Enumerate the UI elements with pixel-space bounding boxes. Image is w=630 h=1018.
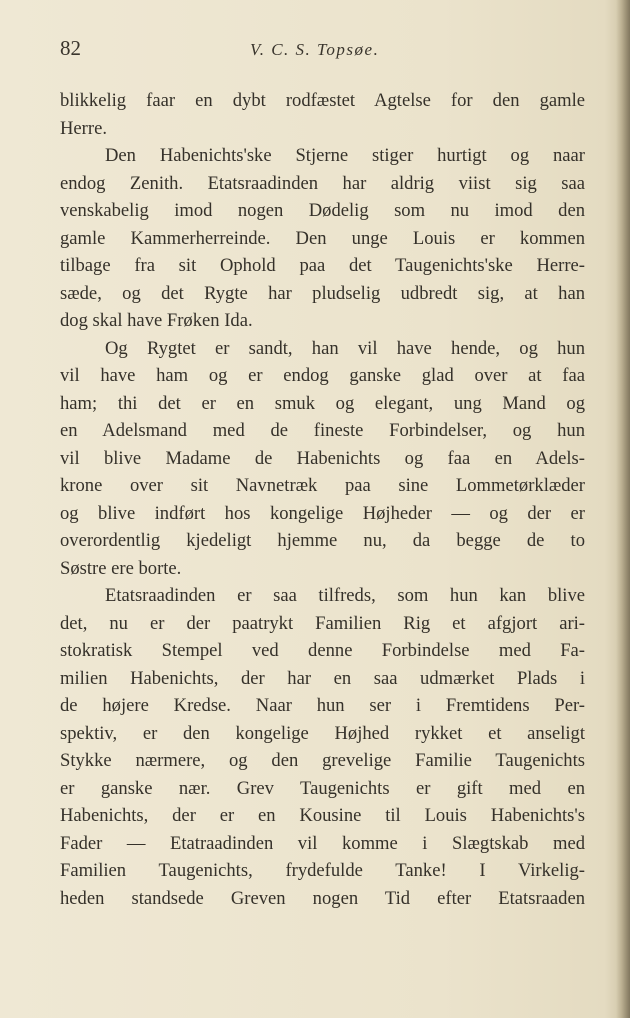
text-line: er ganske nær. Grev Taugenichts er gift med en xyxy=(60,777,585,799)
text-line: milien Habenichts, der har en saa udmærket Plads i xyxy=(60,667,585,689)
text-line: gamle Kammerherreinde. Den unge Louis er kommen xyxy=(60,227,585,249)
text-line: Habenichts, der er en Kousine til Louis Habenichts's xyxy=(60,805,585,826)
text-line: Den Habenichts'ske Stjerne stiger hurtigt og naar xyxy=(105,145,585,166)
page-gutter-shadow xyxy=(616,0,630,1018)
text-line: Stykke nærmere, og den grevelige Familie Taugenichts xyxy=(60,750,585,771)
text-line: endog Zenith. Etatsraadinden har aldrig viist sig saa xyxy=(60,172,585,194)
text-line: Søstre ere borte. xyxy=(60,557,182,579)
page-header xyxy=(60,36,585,66)
text-line: heden standsede Greven nogen Tid efter Etatsraaden xyxy=(60,887,585,909)
text-line: vil blive Madame de Habenichts og faa en Adels- xyxy=(60,447,585,469)
text-line: blikkelig faar en dybt rodfæstet Agtelse for den gamle xyxy=(60,90,585,111)
text-line: Etatsraadinden er saa tilfreds, som hun kan blive xyxy=(105,585,585,606)
body-text xyxy=(60,87,585,912)
text-line: Familien Taugenichts, frydefulde Tanke! I Virkelig- xyxy=(60,860,585,881)
text-line: og blive indført hos kongelige Højheder — og der er xyxy=(60,502,585,524)
text-line: overordentlig kjedeligt hjemme nu, da begge de to xyxy=(60,530,585,551)
text-line: venskabelig imod nogen Dødelig som nu imod den xyxy=(60,200,585,221)
text-line: stokratisk Stempel ved denne Forbindelse med Fa- xyxy=(60,640,585,661)
text-line: spektiv, er den kongelige Højhed rykket et anseligt xyxy=(60,722,585,744)
text-line: vil have ham og er endog ganske glad over at faa xyxy=(60,365,585,386)
text-line: dog skal have Frøken Ida. xyxy=(60,310,253,331)
page-number: 82 xyxy=(60,36,81,60)
text-line: Herre. xyxy=(60,117,107,139)
text-line: sæde, og det Rygte har pludselig udbredt sig, at han xyxy=(60,282,585,304)
text-line: krone over sit Navnetræk paa sine Lommetørklæder xyxy=(60,475,585,496)
text-line: tilbage fra sit Ophold paa det Taugenichts'ske Herre- xyxy=(60,255,585,276)
text-line: ham; thi det er en smuk og elegant, ung Mand og xyxy=(60,392,585,414)
text-line: det, nu er der paatrykt Familien Rig et afgjort ari- xyxy=(60,612,585,634)
text-line: Fader — Etatraadinden vil komme i Slægtskab med xyxy=(60,832,585,854)
text-line: de højere Kredse. Naar hun ser i Fremtidens Per- xyxy=(60,695,585,716)
text-line: Og Rygtet er sandt, han vil have hende, og hun xyxy=(105,337,585,359)
text-line: en Adelsmand med de fineste Forbindelser, og hun xyxy=(60,420,585,441)
running-head: V. C. S. Topsøe. xyxy=(250,40,380,59)
